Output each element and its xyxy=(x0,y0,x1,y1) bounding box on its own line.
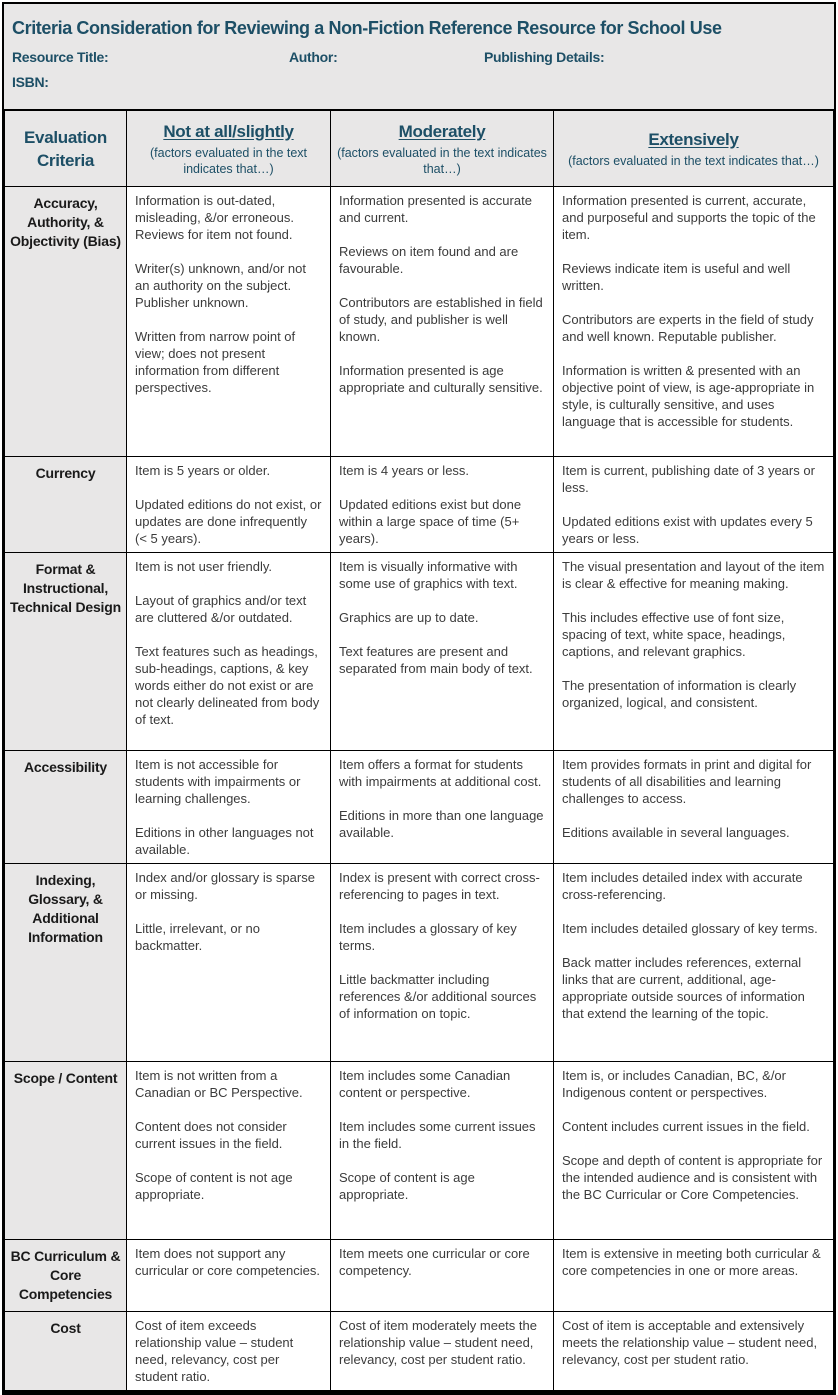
rating-cell xyxy=(554,187,834,457)
cell-paragraph: Text features are present and separated from main body of text. xyxy=(339,644,533,676)
cell-paragraph: Information presented is accurate and current. xyxy=(339,193,532,225)
cell-paragraph: Back matter includes references, external links that are current, additional, age-appropriate outside sources of information that extend the learning of the topic. xyxy=(562,955,805,1021)
cell-paragraph: Item is, or includes Canadian, BC, &/or Indigenous content or perspectives. xyxy=(562,1068,786,1100)
cell-paragraph: This includes effective use of font size, spacing of text, white space, headings, captions, and relevant graphics. xyxy=(562,610,786,659)
table-row xyxy=(5,1312,834,1391)
rating-cell xyxy=(554,553,834,751)
cell-paragraph: Item meets one curricular or core competency. xyxy=(339,1246,530,1278)
rating-cell xyxy=(127,1240,331,1312)
rating-header-extensively xyxy=(554,111,834,187)
table-row xyxy=(5,751,834,864)
cell-paragraph: Item offers a format for students with impairments at additional cost. xyxy=(339,757,542,789)
cell-paragraph: Graphics are up to date. xyxy=(339,610,479,625)
cell-paragraph: Scope and depth of content is appropriate for the intended audience and is consistent with the BC Curricular or Core Competencies. xyxy=(562,1153,823,1202)
cell-paragraph: Item is extensive in meeting both curricular & core competencies in one or more areas. xyxy=(562,1246,821,1278)
rating-cell xyxy=(127,1312,331,1391)
cell-paragraph: Editions in more than one language available. xyxy=(339,808,544,840)
cell-paragraph: Little, irrelevant, or no backmatter. xyxy=(135,921,261,953)
criterion-cell: Accessibility xyxy=(5,751,127,864)
cell-paragraph: Contributors are established in field of study, and publisher is well known. xyxy=(339,295,543,344)
rating-cell xyxy=(331,864,554,1062)
rating-title: Not at all/slightly xyxy=(163,121,294,141)
resource-title-label: Resource Title: xyxy=(12,49,109,65)
rating-header-moderately xyxy=(331,111,554,187)
cell-paragraph: Editions in other languages not available. xyxy=(135,825,314,857)
isbn-label: ISBN: xyxy=(12,74,49,90)
rating-cell xyxy=(127,457,331,553)
rating-cell xyxy=(127,187,331,457)
table-row xyxy=(5,553,834,751)
cell-paragraph: Scope of content is age appropriate. xyxy=(339,1170,475,1202)
rating-subtitle: (factors evaluated in the text indicates that…) xyxy=(337,145,547,176)
cell-paragraph: Item provides formats in print and digital for students of all disabilities and learning challenges to access. xyxy=(562,757,812,806)
cell-paragraph: Scope of content is not age appropriate. xyxy=(135,1170,293,1202)
rating-cell xyxy=(331,1240,554,1312)
cell-paragraph: Item includes some Canadian content or perspective. xyxy=(339,1068,511,1100)
cell-paragraph: Cost of item exceeds relationship value – student need, relevancy, cost per student ratio. xyxy=(135,1318,294,1384)
cell-paragraph: Content includes current issues in the field. xyxy=(562,1119,810,1134)
criterion-cell: BC Curriculum & Core Competencies xyxy=(5,1240,127,1312)
rating-subtitle: (factors evaluated in the text indicates that…) xyxy=(568,153,819,168)
rating-cell xyxy=(554,1240,834,1312)
cell-paragraph: Reviews indicate item is useful and well written. xyxy=(562,261,791,293)
rating-cell xyxy=(331,751,554,864)
rating-header-not-at-all-slightly xyxy=(127,111,331,187)
isbn-line xyxy=(12,73,824,92)
cell-paragraph: Item includes a glossary of key terms. xyxy=(339,921,517,953)
cell-paragraph: Item is visually informative with some use of graphics with text. xyxy=(339,559,518,591)
cell-paragraph: Updated editions do not exist, or updates are done infrequently (< 5 years). xyxy=(135,497,322,546)
publishing-details-label: Publishing Details: xyxy=(484,49,605,65)
resource-fields-line xyxy=(12,48,824,67)
rating-title: Moderately xyxy=(398,121,486,141)
table-header-row xyxy=(5,111,834,187)
cell-paragraph: Updated editions exist with updates every 5 years or less. xyxy=(562,514,813,546)
cell-paragraph: Cost of item is acceptable and extensively meets the relationship value – student need, relevancy, cost per student ratio. xyxy=(562,1318,818,1367)
cell-paragraph: Text features such as headings, sub-headings, captions, & key words either do not exist or are not clearly delineated from body of text. xyxy=(135,644,320,727)
cell-paragraph: Item includes detailed glossary of key terms. xyxy=(562,921,818,936)
rating-title: Extensively xyxy=(648,129,739,149)
criterion-cell: Indexing, Glossary, & Additional Information xyxy=(5,864,127,1062)
criterion-cell: Scope / Content xyxy=(5,1062,127,1240)
rating-subtitle: (factors evaluated in the text indicates that…) xyxy=(149,145,308,176)
rating-cell xyxy=(554,457,834,553)
criterion-cell: Format & Instructional, Technical Design xyxy=(5,553,127,751)
criterion-cell: Accuracy, Authority, & Objectivity (Bias) xyxy=(5,187,127,457)
rating-cell xyxy=(127,751,331,864)
cell-paragraph: Item is not user friendly. xyxy=(135,559,273,574)
cell-paragraph: Information presented is current, accurate, and purposeful and supports the topic of the item. xyxy=(562,193,816,242)
cell-paragraph: Writer(s) unknown, and/or not an authority on the subject. Publisher unknown. xyxy=(135,261,306,310)
cell-paragraph: Index is present with correct cross-referencing to pages in text. xyxy=(339,870,540,902)
rubric-sheet xyxy=(2,2,836,1395)
cell-paragraph: Information is written & presented with an objective point of view, is age-appropriate in style, is culturally sensitive, and uses language that is accessible for students. xyxy=(562,363,815,429)
evaluation-criteria-header: Evaluation Criteria xyxy=(5,111,127,187)
cell-paragraph: Content does not consider current issues in the field. xyxy=(135,1119,287,1151)
rating-cell xyxy=(127,553,331,751)
rating-cell xyxy=(331,1312,554,1391)
rating-cell xyxy=(127,864,331,1062)
cell-paragraph: Item is not written from a Canadian or BC Perspective. xyxy=(135,1068,303,1100)
cell-paragraph: Information presented is age appropriate and culturally sensitive. xyxy=(339,363,543,395)
cell-paragraph: Item does not support any curricular or core competencies. xyxy=(135,1246,320,1278)
cell-paragraph: Reviews on item found and are favourable. xyxy=(339,244,519,276)
table-row xyxy=(5,187,834,457)
table-row xyxy=(5,1240,834,1312)
page-title: Criteria Consideration for Reviewing a Non-Fiction Reference Resource for School Use xyxy=(12,18,722,38)
rating-cell xyxy=(554,1062,834,1240)
cell-paragraph: Item includes detailed index with accurate cross-referencing. xyxy=(562,870,803,902)
cell-paragraph: Item is 4 years or less. xyxy=(339,463,470,478)
cell-paragraph: Information is out-dated, misleading, &/or erroneous. Reviews for item not found. xyxy=(135,193,294,242)
rating-cell xyxy=(554,864,834,1062)
cell-paragraph: Item is not accessible for students with impairments or learning challenges. xyxy=(135,757,301,806)
rating-cell xyxy=(331,457,554,553)
rating-cell xyxy=(331,187,554,457)
rating-cell xyxy=(127,1062,331,1240)
criterion-cell: Currency xyxy=(5,457,127,553)
table-row xyxy=(5,864,834,1062)
cell-paragraph: Layout of graphics and/or text are cluttered &/or outdated. xyxy=(135,593,307,625)
cell-paragraph: Contributors are experts in the field of study and well known. Reputable publisher. xyxy=(562,312,814,344)
table-row xyxy=(5,1062,834,1240)
rating-cell xyxy=(554,1312,834,1391)
cell-paragraph: Index and/or glossary is sparse or missing. xyxy=(135,870,315,902)
cell-paragraph: Editions available in several languages. xyxy=(562,825,790,840)
criteria-rubric-table xyxy=(4,110,834,1391)
rating-cell xyxy=(554,751,834,864)
cell-paragraph: Updated editions exist but done within a large space of time (5+ years). xyxy=(339,497,522,546)
rating-cell xyxy=(331,553,554,751)
cell-paragraph: The visual presentation and layout of the item is clear & effective for meaning making. xyxy=(562,559,825,591)
cell-paragraph: Cost of item moderately meets the relationship value – student need, relevancy, cost per student ratio. xyxy=(339,1318,537,1367)
criterion-cell: Cost xyxy=(5,1312,127,1391)
author-label: Author: xyxy=(289,49,338,65)
document-header xyxy=(4,4,834,110)
cell-paragraph: Written from narrow point of view; does not present information from different perspectives. xyxy=(135,329,296,395)
cell-paragraph: Item is current, publishing date of 3 years or less. xyxy=(562,463,815,495)
cell-paragraph: Item is 5 years or older. xyxy=(135,463,271,478)
table-row xyxy=(5,457,834,553)
cell-paragraph: Little backmatter including references &/or additional sources of information on topic. xyxy=(339,972,537,1021)
cell-paragraph: The presentation of information is clearly organized, logical, and consistent. xyxy=(562,678,797,710)
cell-paragraph: Item includes some current issues in the field. xyxy=(339,1119,536,1151)
rating-cell xyxy=(331,1062,554,1240)
